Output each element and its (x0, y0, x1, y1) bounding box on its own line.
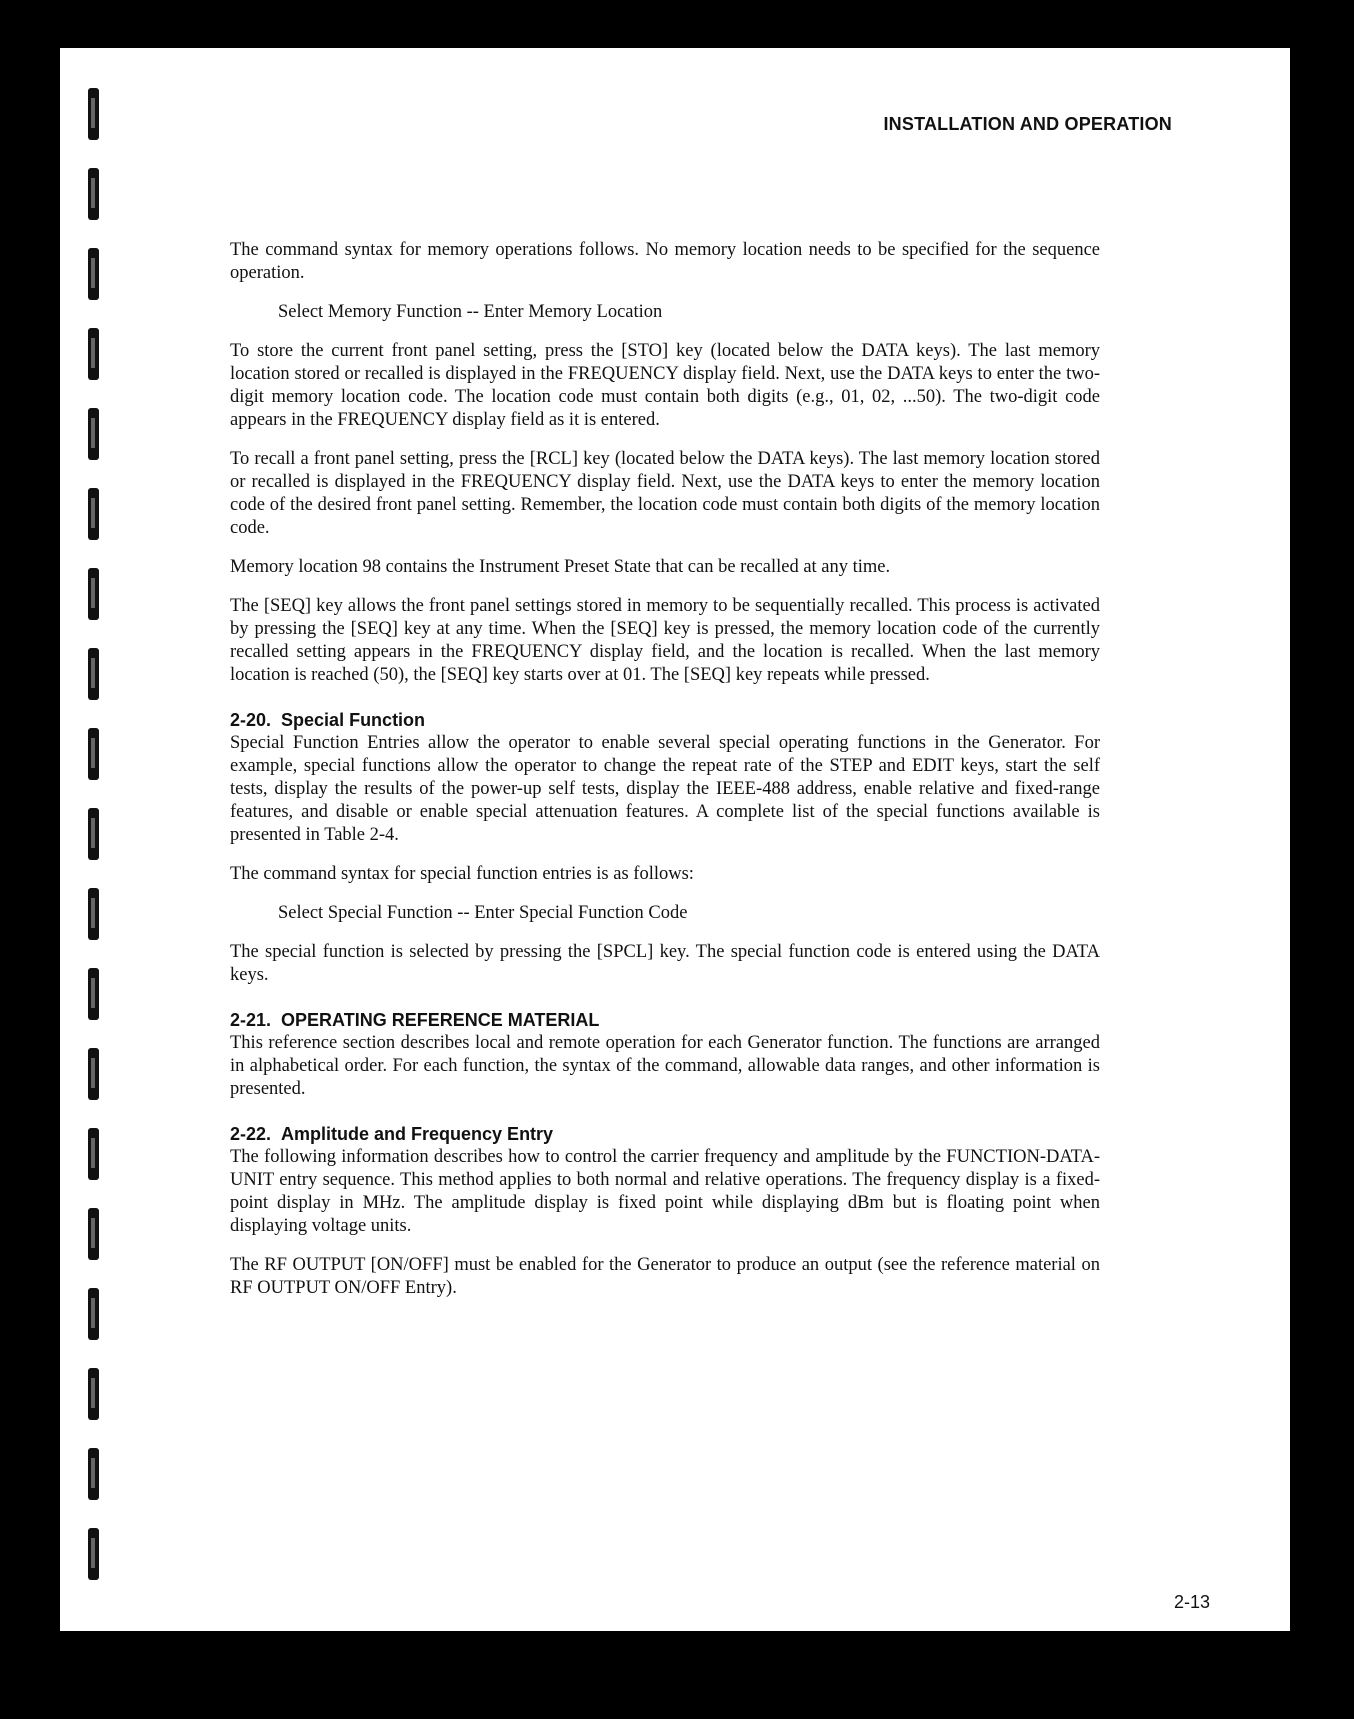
paragraph: Memory location 98 contains the Instrument Preset State that can be recalled at any time. (230, 557, 891, 577)
section-title: OPERATING REFERENCE MATERIAL (281, 1010, 600, 1030)
binding-hole (88, 1288, 99, 1340)
binding-hole (88, 568, 99, 620)
paragraph: Special Function Entries allow the operator to enable several special operating functions in the Generator. For example, special functions allow the operator to change the repeat rate of the STEP and EDIT keys, start the self tests, display the results of the power-up self tests, display the IEEE-488 address, enable relative and fixed-range features, and disable or enable special attenuation features. A complete list of the special functions available is presented in Table 2-4. (230, 733, 1100, 845)
binding-hole (88, 1368, 99, 1420)
paragraph: The RF OUTPUT [ON/OFF] must be enabled for the Generator to produce an output (see the reference material on RF OUTPUT ON/OFF Entry). (230, 1255, 1100, 1298)
syntax-line: Select Special Function -- Enter Special Function Code (278, 903, 688, 923)
section-number: 2-21. (230, 1010, 272, 1030)
binding-hole (88, 1048, 99, 1100)
document-page (60, 48, 1290, 1631)
section-number: 2-20. (230, 710, 272, 730)
binding-hole (88, 328, 99, 380)
paragraph: The [SEQ] key allows the front panel settings stored in memory to be sequentially recalled. This process is activated by pressing the [SEQ] key at any time. When the [SEQ] key is pressed, the memory location code of the currently recalled setting appears in the FREQUENCY display field, and the location is recalled. When the last memory location is reached (50), the [SEQ] key starts over at 01. The [SEQ] key repeats while pressed. (230, 596, 1100, 685)
binding-hole (88, 888, 99, 940)
binding-hole (88, 968, 99, 1020)
binding-hole (88, 248, 99, 300)
paragraph: To recall a front panel setting, press the [RCL] key (located below the DATA keys). The last memory location stored or recalled is displayed in the FREQUENCY display field. Next, use the DATA keys to enter the memory location code of the desired front panel setting. Remember, the location code must contain both digits of the memory location code. (230, 449, 1100, 538)
section-heading (230, 709, 1100, 732)
binding-hole (88, 648, 99, 700)
binding-holes (88, 88, 108, 1608)
binding-hole (88, 88, 99, 140)
binding-hole (88, 1128, 99, 1180)
section-title: Amplitude and Frequency Entry (281, 1124, 554, 1144)
syntax-line: Select Memory Function -- Enter Memory Location (278, 302, 663, 322)
paragraph: The following information describes how to control the carrier frequency and amplitude by the FUNCTION-DATA-UNIT entry sequence. This method applies to both normal and relative operations. The frequency display is a fixed-point display in MHz. The amplitude display is fixed point while displaying dBm but is floating point when displaying voltage units. (230, 1147, 1100, 1236)
paragraph: This reference section describes local and remote operation for each Generator function. The functions are arranged in alphabetical order. For each function, the syntax of the command, allowable data ranges, and other information is presented. (230, 1033, 1100, 1099)
paragraph: The special function is selected by pressing the [SPCL] key. The special function code is entered using the DATA keys. (230, 942, 1100, 985)
section-title: Special Function (281, 710, 426, 730)
binding-hole (88, 408, 99, 460)
binding-hole (88, 1208, 99, 1260)
section-number: 2-22. (230, 1124, 272, 1144)
running-header: INSTALLATION AND OPERATION (883, 114, 1172, 134)
binding-hole (88, 1528, 99, 1580)
paragraph: To store the current front panel setting, press the [STO] key (located below the DATA keys). The last memory location stored or recalled is displayed in the FREQUENCY display field. Next, use the DATA keys to enter the two-digit memory location code. The location code must contain both digits (e.g., 01, 02, ...50). The two-digit code appears in the FREQUENCY display field as it is entered. (230, 341, 1100, 430)
binding-hole (88, 168, 99, 220)
page-body (230, 239, 1100, 1316)
binding-hole (88, 808, 99, 860)
page-number: 2-13 (1173, 1592, 1210, 1612)
binding-hole (88, 728, 99, 780)
section-heading (230, 1123, 1100, 1146)
section-heading (230, 1009, 1100, 1032)
paragraph: The command syntax for memory operations follows. No memory location needs to be specified for the sequence operation. (230, 240, 1100, 283)
binding-hole (88, 488, 99, 540)
paragraph: The command syntax for special function entries is as follows: (230, 864, 694, 884)
binding-hole (88, 1448, 99, 1500)
